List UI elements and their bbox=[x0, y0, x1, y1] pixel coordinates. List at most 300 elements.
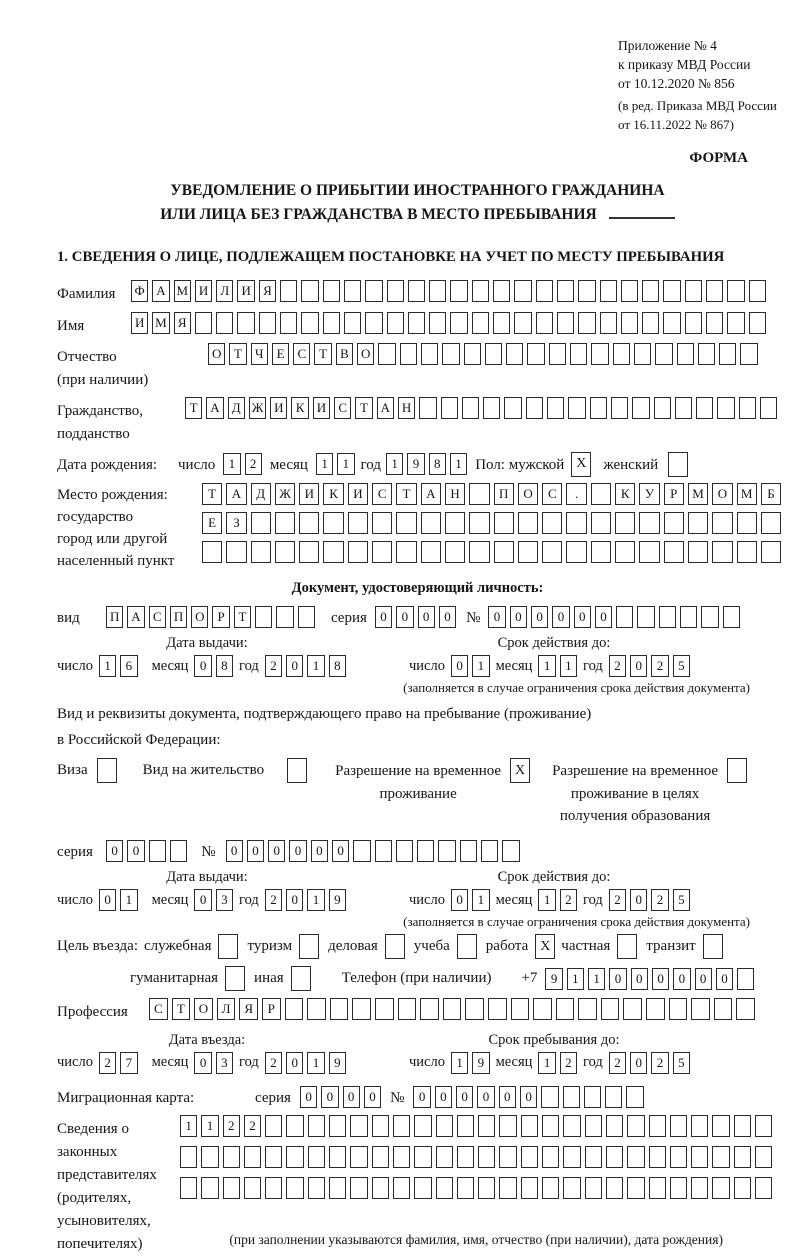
char-cell[interactable]: 8 bbox=[216, 655, 233, 677]
char-cell[interactable]: 0 bbox=[418, 606, 435, 628]
char-cell[interactable]: 0 bbox=[343, 1086, 360, 1108]
char-cell[interactable]: И bbox=[131, 312, 148, 334]
char-cell[interactable]: 2 bbox=[244, 1115, 261, 1137]
char-cell[interactable]: 0 bbox=[451, 889, 468, 911]
char-cell[interactable] bbox=[536, 280, 553, 302]
char-cell[interactable] bbox=[740, 343, 757, 365]
char-cell[interactable]: 0 bbox=[286, 889, 303, 911]
char-cell[interactable]: К bbox=[615, 483, 635, 505]
char-cell[interactable] bbox=[585, 1146, 602, 1168]
char-cell[interactable] bbox=[301, 280, 318, 302]
char-cell[interactable] bbox=[419, 397, 436, 419]
char-cell[interactable] bbox=[457, 1146, 474, 1168]
char-cell[interactable] bbox=[749, 312, 766, 334]
char-cell[interactable]: К bbox=[291, 397, 308, 419]
char-cell[interactable] bbox=[675, 397, 692, 419]
char-cell[interactable]: Д bbox=[251, 483, 271, 505]
char-cell[interactable] bbox=[615, 512, 635, 534]
char-cell[interactable]: С bbox=[372, 483, 392, 505]
char-cell[interactable] bbox=[615, 541, 635, 563]
char-cell[interactable] bbox=[329, 1177, 346, 1199]
char-cell[interactable] bbox=[701, 606, 718, 628]
char-cell[interactable] bbox=[485, 343, 502, 365]
char-cell[interactable]: Б bbox=[761, 483, 781, 505]
char-cell[interactable] bbox=[421, 541, 441, 563]
char-cell[interactable] bbox=[323, 512, 343, 534]
char-cell[interactable]: 0 bbox=[247, 840, 264, 862]
char-cell[interactable] bbox=[670, 1177, 687, 1199]
char-cell[interactable] bbox=[685, 280, 702, 302]
char-cell[interactable]: Р bbox=[664, 483, 684, 505]
char-cell[interactable]: Е bbox=[272, 343, 289, 365]
char-cell[interactable] bbox=[237, 312, 254, 334]
char-cell[interactable] bbox=[717, 397, 734, 419]
char-cell[interactable] bbox=[414, 1177, 431, 1199]
char-cell[interactable] bbox=[436, 1177, 453, 1199]
char-cell[interactable] bbox=[350, 1115, 367, 1137]
char-cell[interactable] bbox=[462, 397, 479, 419]
char-cell[interactable] bbox=[642, 280, 659, 302]
char-cell[interactable] bbox=[348, 512, 368, 534]
char-cell[interactable]: 1 bbox=[567, 968, 584, 990]
char-cell[interactable] bbox=[646, 998, 665, 1020]
sex-female-checkbox[interactable] bbox=[668, 452, 688, 477]
char-cell[interactable]: 2 bbox=[223, 1115, 240, 1137]
char-cell[interactable]: О bbox=[518, 483, 538, 505]
purpose-humanitarian-checkbox[interactable] bbox=[225, 966, 245, 991]
char-cell[interactable] bbox=[421, 343, 438, 365]
char-cell[interactable] bbox=[712, 512, 732, 534]
char-cell[interactable] bbox=[398, 998, 417, 1020]
char-cell[interactable]: К bbox=[323, 483, 343, 505]
char-cell[interactable]: 1 bbox=[538, 889, 555, 911]
char-cell[interactable] bbox=[472, 312, 489, 334]
char-cell[interactable] bbox=[670, 1146, 687, 1168]
char-cell[interactable] bbox=[344, 312, 361, 334]
char-cell[interactable]: З bbox=[226, 512, 246, 534]
char-cell[interactable] bbox=[393, 1146, 410, 1168]
char-cell[interactable]: 2 bbox=[560, 1052, 577, 1074]
char-cell[interactable] bbox=[457, 1115, 474, 1137]
char-cell[interactable] bbox=[734, 1146, 751, 1168]
char-cell[interactable] bbox=[365, 280, 382, 302]
char-cell[interactable]: 1 bbox=[560, 655, 577, 677]
char-cell[interactable] bbox=[307, 998, 326, 1020]
char-cell[interactable] bbox=[251, 541, 271, 563]
char-cell[interactable] bbox=[465, 998, 484, 1020]
char-cell[interactable] bbox=[265, 1177, 282, 1199]
char-cell[interactable] bbox=[414, 1146, 431, 1168]
char-cell[interactable] bbox=[664, 512, 684, 534]
char-cell[interactable] bbox=[542, 541, 562, 563]
char-cell[interactable] bbox=[408, 312, 425, 334]
char-cell[interactable] bbox=[600, 280, 617, 302]
temp-residence-education-checkbox[interactable] bbox=[727, 758, 747, 783]
char-cell[interactable] bbox=[285, 998, 304, 1020]
char-cell[interactable] bbox=[344, 280, 361, 302]
char-cell[interactable]: 0 bbox=[364, 1086, 381, 1108]
char-cell[interactable]: Н bbox=[445, 483, 465, 505]
char-cell[interactable]: 0 bbox=[286, 655, 303, 677]
char-cell[interactable]: 0 bbox=[609, 968, 626, 990]
char-cell[interactable] bbox=[280, 312, 297, 334]
char-cell[interactable] bbox=[251, 512, 271, 534]
char-cell[interactable] bbox=[442, 343, 459, 365]
char-cell[interactable] bbox=[494, 541, 514, 563]
char-cell[interactable] bbox=[170, 840, 187, 862]
char-cell[interactable] bbox=[566, 512, 586, 534]
char-cell[interactable]: П bbox=[106, 606, 123, 628]
char-cell[interactable] bbox=[578, 312, 595, 334]
char-cell[interactable]: 9 bbox=[472, 1052, 489, 1074]
char-cell[interactable] bbox=[350, 1177, 367, 1199]
char-cell[interactable] bbox=[691, 998, 710, 1020]
char-cell[interactable]: 1 bbox=[472, 889, 489, 911]
char-cell[interactable] bbox=[637, 606, 654, 628]
char-cell[interactable] bbox=[506, 343, 523, 365]
sex-male-checkbox[interactable]: X bbox=[571, 452, 591, 477]
char-cell[interactable]: 1 bbox=[316, 453, 333, 475]
char-cell[interactable]: У bbox=[639, 483, 659, 505]
char-cell[interactable] bbox=[488, 998, 507, 1020]
char-cell[interactable]: А bbox=[377, 397, 394, 419]
residence-permit-checkbox[interactable] bbox=[287, 758, 307, 783]
char-cell[interactable]: 2 bbox=[651, 1052, 668, 1074]
char-cell[interactable] bbox=[591, 541, 611, 563]
char-cell[interactable] bbox=[557, 280, 574, 302]
char-cell[interactable] bbox=[180, 1146, 197, 1168]
char-cell[interactable]: А bbox=[206, 397, 223, 419]
char-cell[interactable]: 9 bbox=[329, 889, 346, 911]
char-cell[interactable]: Т bbox=[396, 483, 416, 505]
char-cell[interactable] bbox=[616, 606, 633, 628]
char-cell[interactable]: 0 bbox=[194, 889, 211, 911]
char-cell[interactable]: 1 bbox=[201, 1115, 218, 1137]
char-cell[interactable] bbox=[621, 280, 638, 302]
char-cell[interactable]: 1 bbox=[120, 889, 137, 911]
char-cell[interactable]: 3 bbox=[216, 1052, 233, 1074]
char-cell[interactable] bbox=[627, 1115, 644, 1137]
char-cell[interactable] bbox=[244, 1177, 261, 1199]
char-cell[interactable] bbox=[557, 312, 574, 334]
char-cell[interactable] bbox=[655, 343, 672, 365]
char-cell[interactable]: 9 bbox=[545, 968, 562, 990]
char-cell[interactable] bbox=[329, 1146, 346, 1168]
char-cell[interactable] bbox=[627, 1177, 644, 1199]
char-cell[interactable]: 0 bbox=[630, 655, 647, 677]
char-cell[interactable]: И bbox=[299, 483, 319, 505]
char-cell[interactable] bbox=[737, 512, 757, 534]
char-cell[interactable] bbox=[469, 483, 489, 505]
char-cell[interactable]: Ф bbox=[131, 280, 148, 302]
char-cell[interactable] bbox=[493, 312, 510, 334]
char-cell[interactable]: С bbox=[293, 343, 310, 365]
char-cell[interactable] bbox=[680, 606, 697, 628]
char-cell[interactable] bbox=[421, 512, 441, 534]
char-cell[interactable] bbox=[542, 1177, 559, 1199]
char-cell[interactable]: И bbox=[348, 483, 368, 505]
char-cell[interactable]: 1 bbox=[538, 1052, 555, 1074]
char-cell[interactable] bbox=[202, 541, 222, 563]
char-cell[interactable] bbox=[632, 397, 649, 419]
char-cell[interactable]: 0 bbox=[631, 968, 648, 990]
char-cell[interactable] bbox=[450, 312, 467, 334]
char-cell[interactable] bbox=[659, 606, 676, 628]
temp-residence-checkbox[interactable]: X bbox=[510, 758, 530, 783]
char-cell[interactable] bbox=[438, 840, 455, 862]
char-cell[interactable] bbox=[755, 1115, 772, 1137]
char-cell[interactable] bbox=[481, 840, 498, 862]
char-cell[interactable] bbox=[308, 1177, 325, 1199]
char-cell[interactable] bbox=[348, 541, 368, 563]
char-cell[interactable] bbox=[511, 998, 530, 1020]
char-cell[interactable]: Т bbox=[172, 998, 191, 1020]
char-cell[interactable] bbox=[259, 312, 276, 334]
char-cell[interactable]: 0 bbox=[574, 606, 591, 628]
char-cell[interactable]: 0 bbox=[194, 655, 211, 677]
char-cell[interactable] bbox=[578, 280, 595, 302]
char-cell[interactable]: 9 bbox=[407, 453, 424, 475]
purpose-study-checkbox[interactable] bbox=[457, 934, 477, 959]
char-cell[interactable]: 2 bbox=[560, 889, 577, 911]
char-cell[interactable]: Е bbox=[202, 512, 222, 534]
char-cell[interactable]: В bbox=[336, 343, 353, 365]
purpose-tourism-checkbox[interactable] bbox=[299, 934, 319, 959]
char-cell[interactable]: С bbox=[149, 998, 168, 1020]
char-cell[interactable] bbox=[549, 343, 566, 365]
purpose-other-checkbox[interactable] bbox=[291, 966, 311, 991]
char-cell[interactable] bbox=[493, 280, 510, 302]
char-cell[interactable]: 0 bbox=[439, 606, 456, 628]
char-cell[interactable]: Ч bbox=[251, 343, 268, 365]
char-cell[interactable] bbox=[323, 280, 340, 302]
char-cell[interactable] bbox=[626, 1086, 643, 1108]
char-cell[interactable]: 0 bbox=[435, 1086, 452, 1108]
char-cell[interactable] bbox=[542, 512, 562, 534]
char-cell[interactable]: И bbox=[270, 397, 287, 419]
char-cell[interactable] bbox=[749, 280, 766, 302]
char-cell[interactable] bbox=[387, 280, 404, 302]
char-cell[interactable] bbox=[601, 998, 620, 1020]
char-cell[interactable] bbox=[547, 397, 564, 419]
char-cell[interactable] bbox=[536, 312, 553, 334]
char-cell[interactable]: 6 bbox=[120, 655, 137, 677]
char-cell[interactable] bbox=[639, 512, 659, 534]
char-cell[interactable] bbox=[585, 1115, 602, 1137]
char-cell[interactable] bbox=[568, 397, 585, 419]
char-cell[interactable]: Р bbox=[262, 998, 281, 1020]
char-cell[interactable]: О bbox=[712, 483, 732, 505]
char-cell[interactable] bbox=[329, 1115, 346, 1137]
char-cell[interactable]: П bbox=[170, 606, 187, 628]
char-cell[interactable] bbox=[478, 1146, 495, 1168]
char-cell[interactable]: Р bbox=[212, 606, 229, 628]
char-cell[interactable] bbox=[734, 1177, 751, 1199]
char-cell[interactable] bbox=[450, 280, 467, 302]
char-cell[interactable] bbox=[286, 1115, 303, 1137]
char-cell[interactable] bbox=[514, 280, 531, 302]
char-cell[interactable] bbox=[639, 541, 659, 563]
char-cell[interactable]: 0 bbox=[106, 840, 123, 862]
char-cell[interactable] bbox=[563, 1115, 580, 1137]
char-cell[interactable] bbox=[396, 840, 413, 862]
char-cell[interactable] bbox=[255, 606, 272, 628]
char-cell[interactable] bbox=[556, 998, 575, 1020]
char-cell[interactable] bbox=[223, 1146, 240, 1168]
char-cell[interactable] bbox=[417, 840, 434, 862]
char-cell[interactable]: 2 bbox=[99, 1052, 116, 1074]
char-cell[interactable] bbox=[669, 998, 688, 1020]
char-cell[interactable]: 0 bbox=[520, 1086, 537, 1108]
char-cell[interactable] bbox=[691, 1146, 708, 1168]
char-cell[interactable]: П bbox=[494, 483, 514, 505]
char-cell[interactable]: И bbox=[313, 397, 330, 419]
char-cell[interactable]: 0 bbox=[595, 606, 612, 628]
char-cell[interactable] bbox=[542, 1115, 559, 1137]
char-cell[interactable] bbox=[706, 312, 723, 334]
char-cell[interactable] bbox=[578, 998, 597, 1020]
char-cell[interactable] bbox=[180, 1177, 197, 1199]
char-cell[interactable]: С bbox=[149, 606, 166, 628]
char-cell[interactable]: 1 bbox=[451, 1052, 468, 1074]
char-cell[interactable] bbox=[649, 1146, 666, 1168]
char-cell[interactable] bbox=[275, 541, 295, 563]
char-cell[interactable] bbox=[691, 1115, 708, 1137]
char-cell[interactable] bbox=[698, 343, 715, 365]
char-cell[interactable]: Т bbox=[229, 343, 246, 365]
char-cell[interactable] bbox=[275, 512, 295, 534]
char-cell[interactable]: 2 bbox=[651, 655, 668, 677]
char-cell[interactable]: 0 bbox=[194, 1052, 211, 1074]
char-cell[interactable] bbox=[606, 1177, 623, 1199]
char-cell[interactable] bbox=[591, 512, 611, 534]
char-cell[interactable] bbox=[685, 312, 702, 334]
char-cell[interactable] bbox=[613, 343, 630, 365]
char-cell[interactable] bbox=[566, 541, 586, 563]
char-cell[interactable]: О bbox=[191, 606, 208, 628]
char-cell[interactable] bbox=[226, 541, 246, 563]
char-cell[interactable] bbox=[330, 998, 349, 1020]
char-cell[interactable] bbox=[378, 343, 395, 365]
char-cell[interactable] bbox=[591, 343, 608, 365]
char-cell[interactable]: Т bbox=[355, 397, 372, 419]
char-cell[interactable]: 2 bbox=[609, 1052, 626, 1074]
char-cell[interactable] bbox=[670, 1115, 687, 1137]
char-cell[interactable] bbox=[429, 280, 446, 302]
char-cell[interactable] bbox=[393, 1177, 410, 1199]
char-cell[interactable]: М bbox=[152, 312, 169, 334]
char-cell[interactable] bbox=[518, 512, 538, 534]
char-cell[interactable] bbox=[372, 512, 392, 534]
char-cell[interactable]: 8 bbox=[329, 655, 346, 677]
char-cell[interactable] bbox=[563, 1177, 580, 1199]
char-cell[interactable] bbox=[760, 397, 777, 419]
char-cell[interactable]: 0 bbox=[300, 1086, 317, 1108]
char-cell[interactable] bbox=[696, 397, 713, 419]
char-cell[interactable]: 0 bbox=[630, 1052, 647, 1074]
char-cell[interactable] bbox=[714, 998, 733, 1020]
char-cell[interactable] bbox=[664, 541, 684, 563]
char-cell[interactable] bbox=[414, 1115, 431, 1137]
char-cell[interactable] bbox=[483, 397, 500, 419]
char-cell[interactable] bbox=[372, 541, 392, 563]
char-cell[interactable]: 1 bbox=[99, 655, 116, 677]
char-cell[interactable] bbox=[429, 312, 446, 334]
char-cell[interactable]: 0 bbox=[289, 840, 306, 862]
char-cell[interactable] bbox=[521, 1177, 538, 1199]
char-cell[interactable] bbox=[688, 512, 708, 534]
char-cell[interactable] bbox=[526, 397, 543, 419]
char-cell[interactable] bbox=[712, 541, 732, 563]
char-cell[interactable] bbox=[280, 280, 297, 302]
char-cell[interactable]: С bbox=[334, 397, 351, 419]
char-cell[interactable] bbox=[445, 541, 465, 563]
char-cell[interactable]: 1 bbox=[588, 968, 605, 990]
char-cell[interactable]: Л bbox=[217, 998, 236, 1020]
char-cell[interactable]: Т bbox=[185, 397, 202, 419]
char-cell[interactable] bbox=[408, 280, 425, 302]
char-cell[interactable]: 1 bbox=[386, 453, 403, 475]
char-cell[interactable]: 1 bbox=[307, 889, 324, 911]
char-cell[interactable] bbox=[712, 1115, 729, 1137]
char-cell[interactable]: Я bbox=[259, 280, 276, 302]
char-cell[interactable] bbox=[606, 1115, 623, 1137]
char-cell[interactable] bbox=[591, 483, 611, 505]
char-cell[interactable] bbox=[712, 1146, 729, 1168]
char-cell[interactable] bbox=[521, 1146, 538, 1168]
char-cell[interactable] bbox=[286, 1177, 303, 1199]
char-cell[interactable] bbox=[195, 312, 212, 334]
char-cell[interactable] bbox=[706, 280, 723, 302]
char-cell[interactable] bbox=[634, 343, 651, 365]
char-cell[interactable]: 0 bbox=[456, 1086, 473, 1108]
char-cell[interactable]: 1 bbox=[307, 655, 324, 677]
char-cell[interactable] bbox=[201, 1146, 218, 1168]
char-cell[interactable] bbox=[691, 1177, 708, 1199]
char-cell[interactable] bbox=[654, 397, 671, 419]
char-cell[interactable] bbox=[502, 840, 519, 862]
char-cell[interactable] bbox=[563, 1146, 580, 1168]
char-cell[interactable]: 0 bbox=[286, 1052, 303, 1074]
char-cell[interactable]: 5 bbox=[673, 889, 690, 911]
char-cell[interactable]: М bbox=[688, 483, 708, 505]
char-cell[interactable]: 0 bbox=[531, 606, 548, 628]
char-cell[interactable] bbox=[734, 1115, 751, 1137]
char-cell[interactable] bbox=[436, 1115, 453, 1137]
char-cell[interactable] bbox=[504, 397, 521, 419]
char-cell[interactable]: 0 bbox=[127, 840, 144, 862]
char-cell[interactable]: 2 bbox=[609, 889, 626, 911]
char-cell[interactable]: И bbox=[195, 280, 212, 302]
char-cell[interactable]: 0 bbox=[630, 889, 647, 911]
char-cell[interactable]: Ж bbox=[275, 483, 295, 505]
char-cell[interactable] bbox=[518, 541, 538, 563]
char-cell[interactable]: М bbox=[737, 483, 757, 505]
char-cell[interactable] bbox=[727, 280, 744, 302]
char-cell[interactable] bbox=[478, 1177, 495, 1199]
purpose-business-checkbox[interactable] bbox=[385, 934, 405, 959]
char-cell[interactable] bbox=[365, 312, 382, 334]
char-cell[interactable]: 1 bbox=[223, 453, 240, 475]
char-cell[interactable] bbox=[611, 397, 628, 419]
char-cell[interactable] bbox=[542, 1146, 559, 1168]
char-cell[interactable] bbox=[223, 1177, 240, 1199]
char-cell[interactable] bbox=[737, 541, 757, 563]
char-cell[interactable]: А bbox=[127, 606, 144, 628]
char-cell[interactable]: 2 bbox=[265, 1052, 282, 1074]
purpose-private-checkbox[interactable] bbox=[617, 934, 637, 959]
char-cell[interactable]: И bbox=[237, 280, 254, 302]
